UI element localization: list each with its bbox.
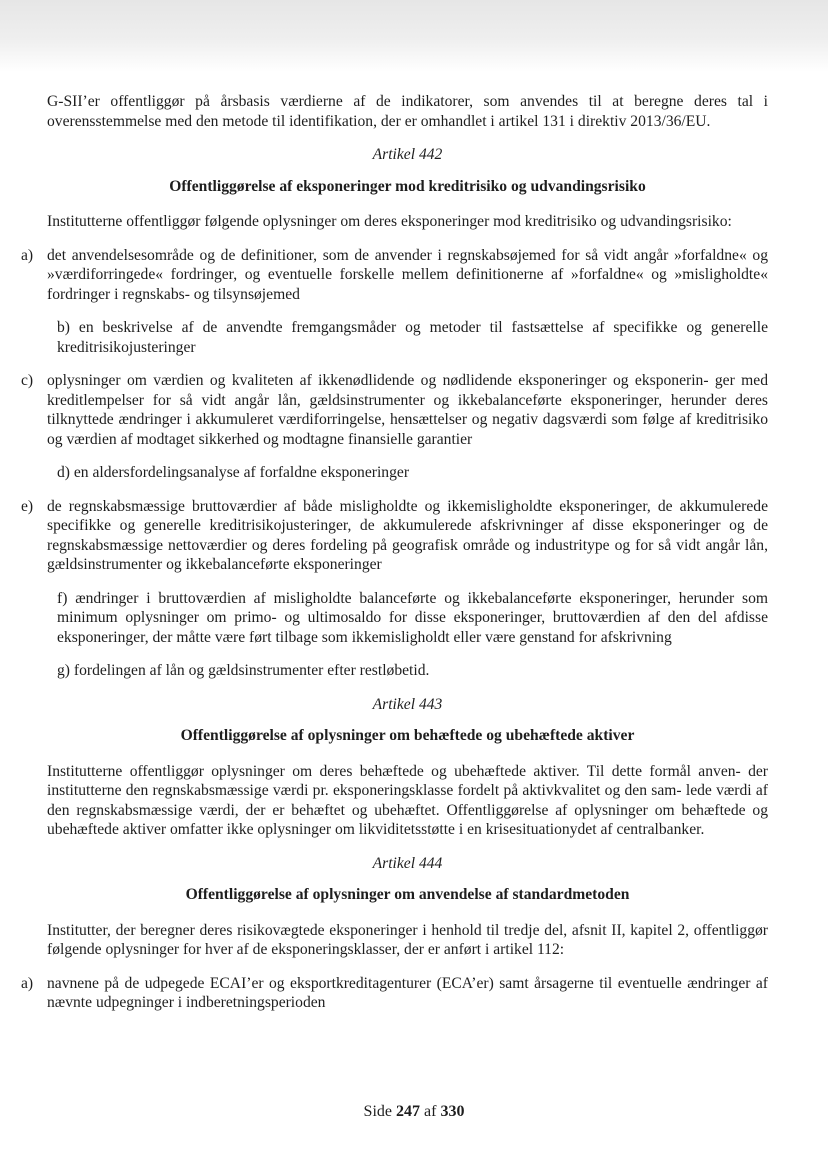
footer-page-total: 330 <box>440 1103 465 1120</box>
article-442-item-c: c) oplysninger om værdien og kvaliteten af ikkenødlidende og nødlidende eksponeringer og eksponerin- ger med kreditlempelser for så vidt angår lån, gældsinstrumenter og ikkebalanceførte eksponeringer, herunder deres tilknyttede ændringer i akkumuleret værdiforringelse, hensættelser og negativ dagsværdi som følge af kreditrisiko og værdien af modtaget sikkerhed og modtagne finansielle garantier <box>21 372 768 448</box>
article-443-body: Institutterne offentliggør oplysninger om deres behæftede og ubehæftede aktiver. Til dette formål anven- der institutterne den regnskabsmæssige værdi pr. eksponeringsklasse fordelt på aktivkvalitet og den sam- lede værdi af den regnskabsmæssige værdi, der er behæftet og ubehæftet. Offentliggørelse af oplysninger om behæftede og ubehæftede aktiver omfatter ikke oplysninger om likviditetsstøtte i en krisesituationydet af centralbanker. <box>47 762 768 838</box>
article-443-number: Artikel 443 <box>372 695 443 713</box>
article-444-heading: Offentliggørelse af oplysninger om anvendelse af standardmetoden <box>185 886 630 903</box>
article-442-item-g: g) fordelingen af lån og gældsinstrumenter efter restløbetid. <box>57 662 430 679</box>
article-442-number: Artikel 442 <box>372 146 443 163</box>
item-text: oplysninger om værdien og kvaliteten af ikkenødlidende og nødlidende eksponeringer og eksponerin- ger med kreditlempelser for så vidt angår lån, gældsinstrumenter og ikkebalanceførte eksponeringer, herunder deres tilknyttede ændringer i akkumuleret værdiforringelse, hensættelser og negativ dagsværdi som følge af kreditrisiko og værdien af modtaget sikkerhed og modtagne finansielle garantier <box>47 372 768 448</box>
article-443-heading: Offentliggørelse af oplysninger om behæftede og ubehæftede aktiver <box>180 727 635 744</box>
article-442-heading: Offentliggørelse af eksponeringer mod kreditrisiko og udvandingsrisiko <box>169 177 646 195</box>
scan-top-shading <box>0 0 828 72</box>
article-444-lead: Institutter, der beregner deres risikovægtede eksponeringer i henhold til tredje del, afsnit II, kapitel 2, offentliggør følgende oplysninger for hver af de eksponeringsklasser, der er anført i artikel 112: <box>47 921 768 958</box>
footer-page-number: 247 <box>396 1103 420 1120</box>
article-442-item-a: a) det anvendelsesområde og de definitioner, som de anvender i regnskabsøjemed for så vidt angår »forfaldne« og »værdiforringede« fordringer, og eventuelle forskelle mellem definitionerne af »forfaldne« og »misligholdte« fordringer i regnskabs- og tilsynsøjemed <box>21 246 768 303</box>
article-442-item-f: f) ændringer i bruttoværdien af misligholdte balanceførte og ikkebalanceførte eksponeringer, herunder som minimum oplysninger om primo- og ultimosaldo for disse eksponeringer, bruttoværdien af den del afdisse eksponeringer, der måtte være ført tilbage som ikkemisligholdt eller være genstand for afskrivning <box>57 589 768 646</box>
item-text: det anvendelsesområde og de definitioner, som de anvender i regnskabsøjemed for så vidt angår »forfaldne« og »værdiforringede« fordringer, og eventuelle forskelle mellem definitionerne af »forfaldne« og »misligholdte« fordringer i regnskabs- og tilsynsøjemed <box>47 246 768 303</box>
item-text: de regnskabsmæssige bruttoværdier af både misligholdte og ikkemisligholdte eksponeringer, de akkumulerede specifikke og generelle kreditrisikojusteringer, de akkumulerede afskrivninger af disse eksponeringer og de regnskabsmæssige nettoværdier og deres fordeling på geografisk område og industritype og for så vidt angår lån, gældsinstrumenter og ikkebalanceførte eksponeringer <box>47 497 768 573</box>
footer-prefix: Side <box>363 1103 392 1120</box>
article-444-number: Artikel 444 <box>372 854 443 872</box>
article-442-item-d: d) en aldersfordelingsanalyse af forfaldne eksponeringer <box>57 464 410 481</box>
footer-middle: af <box>424 1103 437 1120</box>
article-442-item-b: b) en beskrivelse af de anvendte fremgangsmåder og metoder til fastsættelse af specifikke og generelle kreditrisikojusteringer <box>57 319 768 356</box>
article-442-item-e: e) de regnskabsmæssige bruttoværdier af både misligholdte og ikkemisligholdte eksponeringer, de akkumulerede specifikke og generelle kreditrisikojusteringer, de akkumulerede afskrivninger af disse eksponeringer og de regnskabsmæssige nettoværdier og deres fordeling på geografisk område og industritype og for så vidt angår lån, gældsinstrumenter og ikkebalanceførte eksponeringer <box>21 497 768 573</box>
item-text: navnene på de udpegede ECAI’er og eksportkreditagenturer (ECA’er) samt årsagerne til eventuelle ændringer af nævnte udpegninger i indberetningsperioden <box>47 974 768 1011</box>
document-page <box>21 92 768 1013</box>
article-444-item-a: a) navnene på de udpegede ECAI’er og eksportkreditagenturer (ECA’er) samt årsagerne til eventuelle ændringer af nævnte udpegninger i indberetningsperioden <box>21 974 768 1011</box>
article-442-lead: Institutterne offentliggør følgende oplysninger om deres eksponeringer mod kreditrisiko og udvandingsrisiko: <box>47 213 732 230</box>
page-footer <box>0 1103 828 1121</box>
intro-paragraph: G-SII’er offentliggør på årsbasis værdierne af de indikatorer, som anvendes til at beregne deres tal i overensstemmelse med den metode til identifikation, der er omhandlet i artikel 131 i direktiv 2013/36/EU. <box>47 93 768 130</box>
